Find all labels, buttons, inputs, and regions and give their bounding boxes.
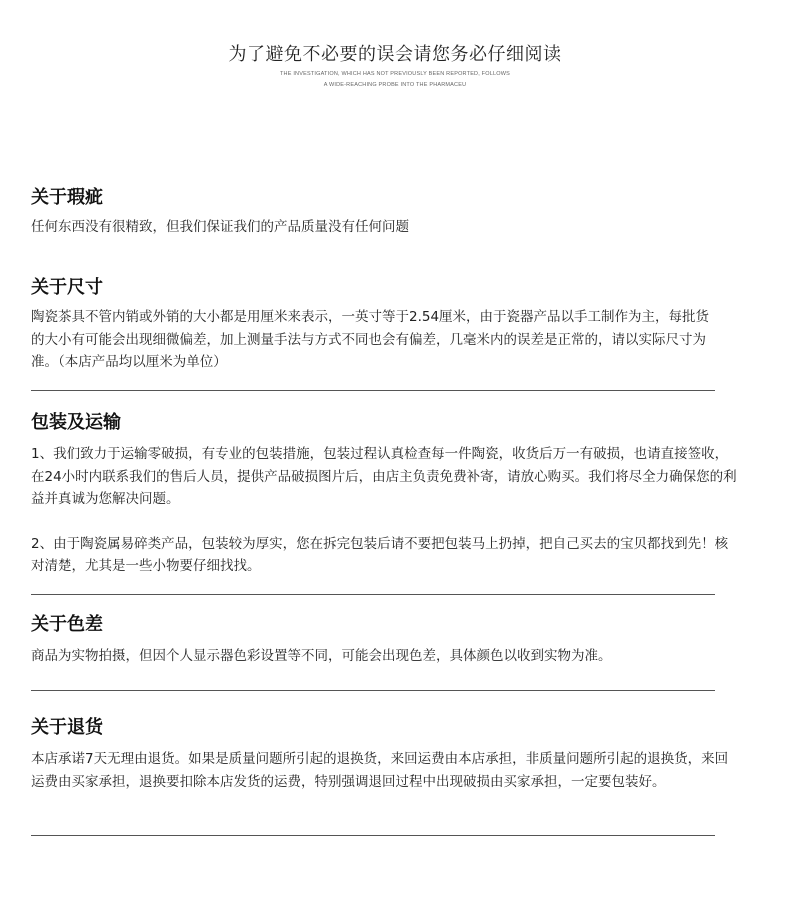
section-title: 关于尺寸 [31, 277, 103, 298]
section-title: 包装及运输 [31, 412, 121, 433]
section-title: 关于色差 [31, 614, 103, 635]
page-subtitle-line-2: A WIDE-REACHING PROBE INTO THE PHARMACEU [323, 82, 467, 88]
section-text: 2、由于陶瓷属易碎类产品，包装较为厚实，您在拆完包装后请不要把包装马上扔掉，把自己买去的宝贝都找到先！核对清楚，尤其是一些小物要仔细找找。 [31, 535, 729, 574]
section-defects [31, 186, 751, 239]
section-text: 陶瓷茶具不管内销或外销的大小都是用厘米来表示，一英寸等于2.54厘米，由于瓷器产品以手工制作为主，每批货的大小有可能会出现细微偏差，加上测量手法与方式不同也会有偏差，几毫米内的误差是正常的，请以实际尺寸为准。（本店产品均以厘米为单位） [31, 309, 710, 370]
page-subtitle-line-1: THE INVESTIGATION, WHICH HAS NOT PREVIOUSLY BEEN REPORTED, FOLLOWS [280, 71, 510, 77]
section-color-difference [31, 613, 751, 668]
divider [31, 690, 715, 691]
page-header [0, 42, 790, 90]
divider [31, 835, 715, 836]
section-text: 本店承诺7天无理由退货。如果是质量问题所引起的退换货，来回运费由本店承担，非质量问题所引起的退换货，来回运费由买家承担，退换要扣除本店发货的运费，特别强调退回过程中出现破损由买家承担，一定要包装好。 [31, 751, 729, 790]
section-text: 1、我们致力于运输零破损，有专业的包装措施，包装过程认真检查每一件陶瓷，收货后万一有破损，也请直接签收，在24小时内联系我们的售后人员，提供产品破损图片后，由店主负责免费补寄，请放心购买。我们将尽全力确保您的利益并真诚为您解决问题。 [31, 446, 737, 507]
section-text: 任何东西没有很精致，但我们保证我们的产品质量没有任何问题 [31, 219, 409, 235]
section-packaging [31, 411, 741, 578]
section-returns [31, 716, 731, 793]
section-title: 关于瑕疵 [31, 187, 103, 208]
section-text: 商品为实物拍摄，但因个人显示器色彩设置等不同，可能会出现色差，具体颜色以收到实物为准。 [31, 648, 612, 664]
section-size [31, 276, 721, 374]
divider [31, 390, 715, 391]
divider [31, 594, 715, 595]
page-title: 为了避免不必要的误会请您务必仔细阅读 [228, 44, 562, 65]
section-title: 关于退货 [31, 717, 103, 738]
